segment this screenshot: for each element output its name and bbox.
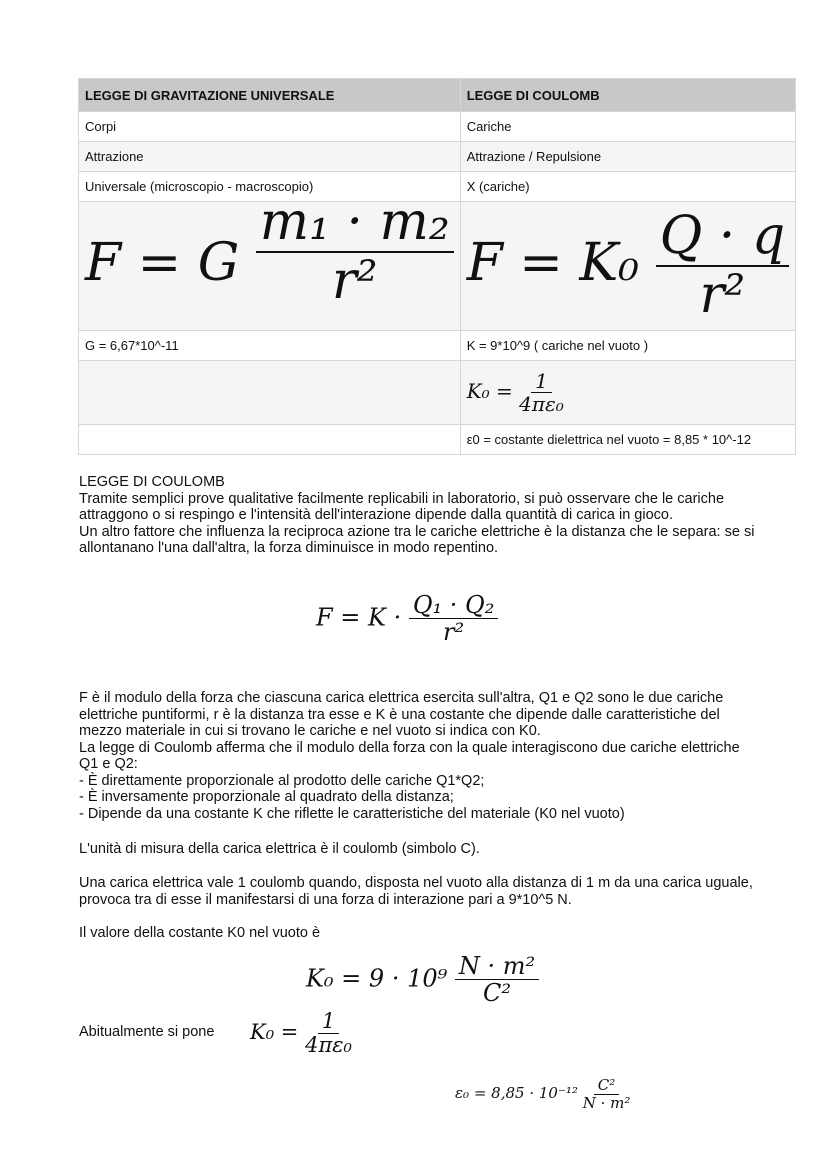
paragraph: L'unità di misura della carica elettrica è il coulomb (simbolo C). <box>79 841 480 857</box>
coulomb-law-formula: F = K · $\frac{\text{Q₁ · Q₂}}{\text{r²}}$ <box>316 592 498 646</box>
section-heading: LEGGE DI COULOMB <box>79 474 225 490</box>
intro-text <box>79 474 759 557</box>
eps0-formula: ε₀ = 8,85 · 10⁻¹² $\frac{\text{C²}}{\text{N · m²}}$ <box>455 1076 631 1112</box>
k-value: K = 9*10^9 ( cariche nel vuoto ) <box>460 331 795 361</box>
g-value: G = 6,67*10^-11 <box>79 331 461 361</box>
k0-value-formula: K₀ = 9 · 10⁹ $\frac{\text{N · m²}}{\text{C²}}$ <box>306 953 539 1007</box>
list-item: - È direttamente proporzionale al prodotto delle cariche Q1*Q2; <box>79 773 759 790</box>
paragraph: Il valore della costante K0 nel vuoto è <box>79 925 321 941</box>
paragraph: La legge di Coulomb afferma che il modulo della forza con la quale interagiscono due cariche elettriche Q1 e Q2: <box>79 739 740 772</box>
header-gravity: LEGGE DI GRAVITAZIONE UNIVERSALE <box>79 79 461 112</box>
cell: Attrazione / Repulsione <box>460 142 795 172</box>
paragraph: Una carica elettrica vale 1 coulomb quando, disposta nel vuoto alla distanza di 1 m da una carica uguale, provoca tra di esse il manifestarsi di una forza di interazione pari a 9*10^5 N. <box>79 875 753 908</box>
header-coulomb: LEGGE DI COULOMB <box>460 79 795 112</box>
k0-formula: K₀ = $\frac{1}{\text{4πε₀}}$ <box>460 361 795 425</box>
cell: Universale (microscopio - macroscopio) <box>79 172 461 202</box>
list-item: - Dipende da una costante K che riflette le caratteristiche del materiale (K0 nel vuoto) <box>79 806 759 823</box>
properties-list <box>79 773 759 823</box>
paragraph: Abitualmente si pone <box>79 1024 215 1040</box>
explanation-text <box>79 690 759 822</box>
list-item: - È inversamente proporzionale al quadrato della distanza; <box>79 789 759 806</box>
eps-value: ε0 = costante dielettrica nel vuoto = 8,85 * 10^-12 <box>460 425 795 455</box>
cell: X (cariche) <box>460 172 795 202</box>
paragraph: Un altro fattore che influenza la reciproca azione tra le cariche elettriche è la distanza che le separa: se si allontanano l'una dall'altra, la forza diminuisce in modo repentino. <box>79 523 755 556</box>
cell: Cariche <box>460 112 795 142</box>
gravity-formula: F = G $\frac{\text{m₁ · m₂}}{\text{r²}}$ <box>79 202 461 331</box>
paragraph: Tramite semplici prove qualitative facilmente replicabili in laboratorio, si può osservare che le cariche attraggono o si respingo e l'intensità dell'interazione dipende dalla quantità di carica in gioco. <box>79 490 725 523</box>
k0-definition-formula: K₀ = $\frac{1}{\text{4πε₀}}$ <box>250 1009 352 1058</box>
cell: Attrazione <box>79 142 461 172</box>
comparison-table <box>78 78 796 455</box>
coulomb-formula: F = K₀ $\frac{Q \cdot q}{\text{r²}}$ <box>460 202 795 331</box>
cell: Corpi <box>79 112 461 142</box>
paragraph: F è il modulo della forza che ciascuna carica elettrica esercita sull'altra, Q1 e Q2 sono le due cariche elettriche puntiformi, r è la distanza tra esse e K è una costante che dipende dalle caratteristiche del mezzo materiale in cui si trovano le cariche e nel vuoto si indica con K0. <box>79 690 724 739</box>
